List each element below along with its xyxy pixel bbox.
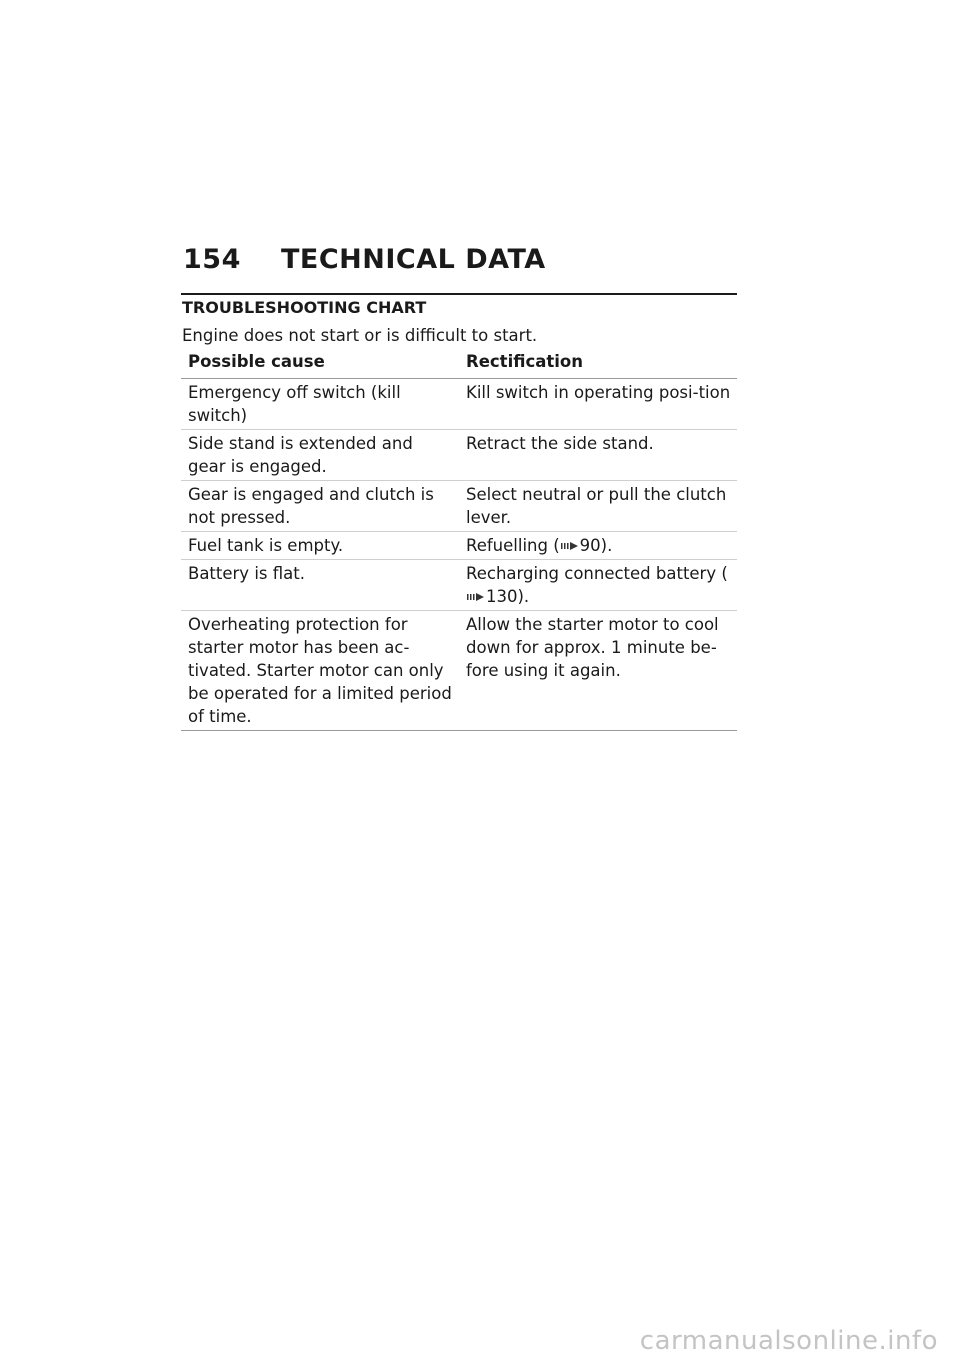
rectification-cell [459, 532, 737, 560]
table-row [181, 611, 737, 731]
rectification-cell: Allow the starter motor to cool down for approx. 1 minute be-fore using it again. [459, 611, 737, 731]
cause-cell: Emergency off switch (kill switch) [181, 379, 459, 430]
table-row [181, 532, 737, 560]
watermark: carmanualsonline.info [639, 1326, 938, 1356]
cause-cell: Gear is engaged and clutch is not pressed. [181, 481, 459, 532]
troubleshooting-table [181, 349, 737, 731]
table-row [181, 430, 737, 481]
table-row [181, 560, 737, 611]
page-number: 154 [183, 244, 241, 275]
page-reference-link[interactable]: 90 [579, 536, 601, 555]
section-title: TROUBLESHOOTING CHART [182, 298, 427, 317]
rectification-suffix: ). [517, 587, 530, 606]
column-header-cause: Possible cause [181, 349, 459, 379]
page-reference-link[interactable]: 130 [486, 587, 518, 606]
page-reference-arrow-icon [466, 591, 486, 603]
cause-cell: Battery is flat. [181, 560, 459, 611]
table-row [181, 379, 737, 430]
rectification-cell [459, 560, 737, 611]
page-header [183, 244, 546, 275]
rectification-cell: Retract the side stand. [459, 430, 737, 481]
chapter-title: TECHNICAL DATA [281, 244, 546, 275]
page-reference-arrow-icon [560, 540, 580, 552]
intro-text: Engine does not start or is difficult to start. [182, 326, 538, 345]
rectification-cell: Kill switch in operating posi-tion [459, 379, 737, 430]
cause-cell: Overheating protection for starter motor has been ac-tivated. Starter motor can only be operated for a limited period of time. [181, 611, 459, 731]
column-header-rectification: Rectification [459, 349, 737, 379]
table-row [181, 481, 737, 532]
cause-cell: Side stand is extended and gear is engaged. [181, 430, 459, 481]
table-header-row [181, 349, 737, 379]
section-divider [181, 293, 737, 295]
rectification-text: Refuelling ( [466, 536, 560, 555]
rectification-cell: Select neutral or pull the clutch lever. [459, 481, 737, 532]
rectification-text: Recharging connected battery ( [466, 564, 728, 583]
rectification-suffix: ). [600, 536, 613, 555]
cause-cell: Fuel tank is empty. [181, 532, 459, 560]
